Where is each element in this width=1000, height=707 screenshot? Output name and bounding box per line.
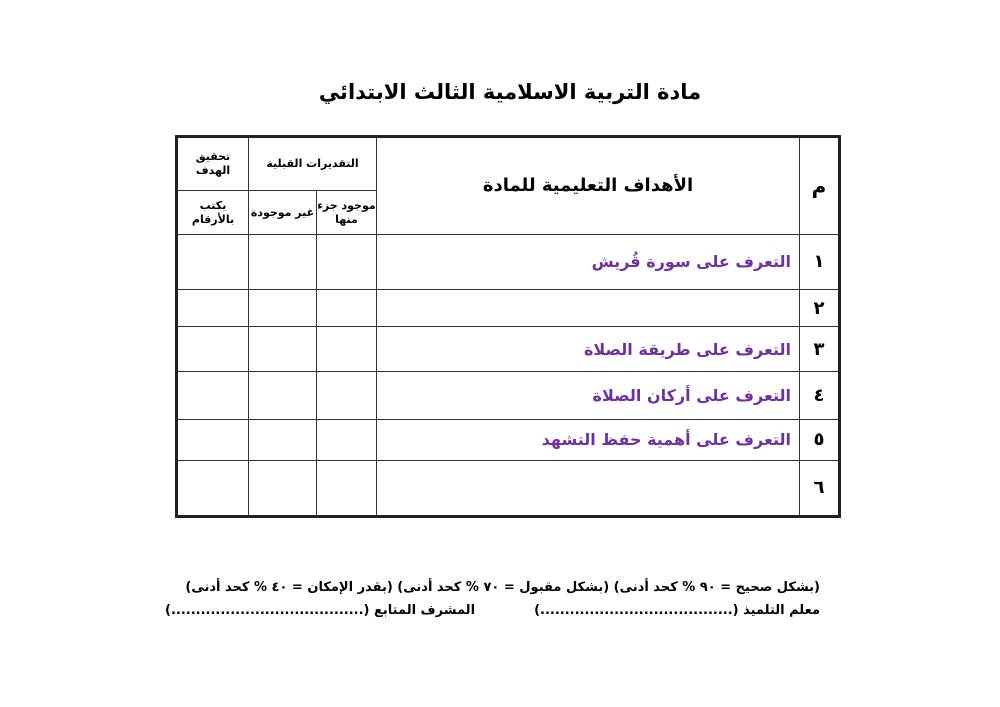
row-number: ١ (800, 234, 840, 289)
teacher-signature: معلم التلميذ (.......................................) (534, 603, 820, 618)
table-row (177, 420, 840, 460)
cell-absent[interactable] (249, 234, 317, 289)
cell-partial[interactable] (317, 234, 377, 289)
goal-text (377, 460, 800, 517)
cell-absent[interactable] (249, 460, 317, 517)
cell-digits[interactable] (177, 420, 249, 460)
cell-digits[interactable] (177, 290, 249, 327)
row-number: ٦ (800, 460, 840, 517)
row-number: ٣ (800, 327, 840, 371)
cell-partial[interactable] (317, 327, 377, 371)
table-row (177, 327, 840, 371)
table-row (177, 234, 840, 289)
cell-absent[interactable] (249, 290, 317, 327)
objectives-table (175, 135, 841, 518)
goal-text: التعرف على سورة قُريش (377, 234, 800, 289)
header-prior-estimates: التقديرات القبلية (249, 137, 377, 191)
cell-absent[interactable] (249, 420, 317, 460)
signature-line (165, 603, 820, 618)
row-number: ٤ (800, 371, 840, 419)
cell-digits[interactable] (177, 234, 249, 289)
goal-text: التعرف على أهمية حفظ التشهد (377, 420, 800, 460)
table-row (177, 371, 840, 419)
cell-partial[interactable] (317, 371, 377, 419)
goal-text (377, 290, 800, 327)
cell-absent[interactable] (249, 371, 317, 419)
header-partially-present: موجود جزء منها (317, 191, 377, 234)
supervisor-signature: المشرف المتابع (.......................................) (165, 603, 476, 618)
goal-text: التعرف على طريقة الصلاة (377, 327, 800, 371)
header-not-present: غير موجودة (249, 191, 317, 234)
header-row-1 (177, 137, 840, 191)
cell-digits[interactable] (177, 371, 249, 419)
cell-digits[interactable] (177, 327, 249, 371)
table-row (177, 290, 840, 327)
header-written-in-digits: يكتب بالأرقام (177, 191, 249, 234)
header-number: م (800, 137, 840, 235)
header-goals: الأهداف التعليمية للمادة (377, 137, 800, 235)
header-goal-achievement: تحقيق الهدف (177, 137, 249, 191)
cell-absent[interactable] (249, 327, 317, 371)
row-number: ٢ (800, 290, 840, 327)
row-number: ٥ (800, 420, 840, 460)
page-title: مادة التربية الاسلامية الثالث الابتدائي (318, 80, 702, 104)
cell-partial[interactable] (317, 420, 377, 460)
grading-scale: (بشكل صحيح = ٩٠ % كحد أدنى) (بشكل مقبول = ٧٠ % كحد أدنى) (بقدر الإمكان = ٤٠ % كحد أدنى) (185, 580, 820, 595)
goal-text: التعرف على أركان الصلاة (377, 371, 800, 419)
table-row (177, 460, 840, 517)
cell-digits[interactable] (177, 460, 249, 517)
cell-partial[interactable] (317, 290, 377, 327)
cell-partial[interactable] (317, 460, 377, 517)
